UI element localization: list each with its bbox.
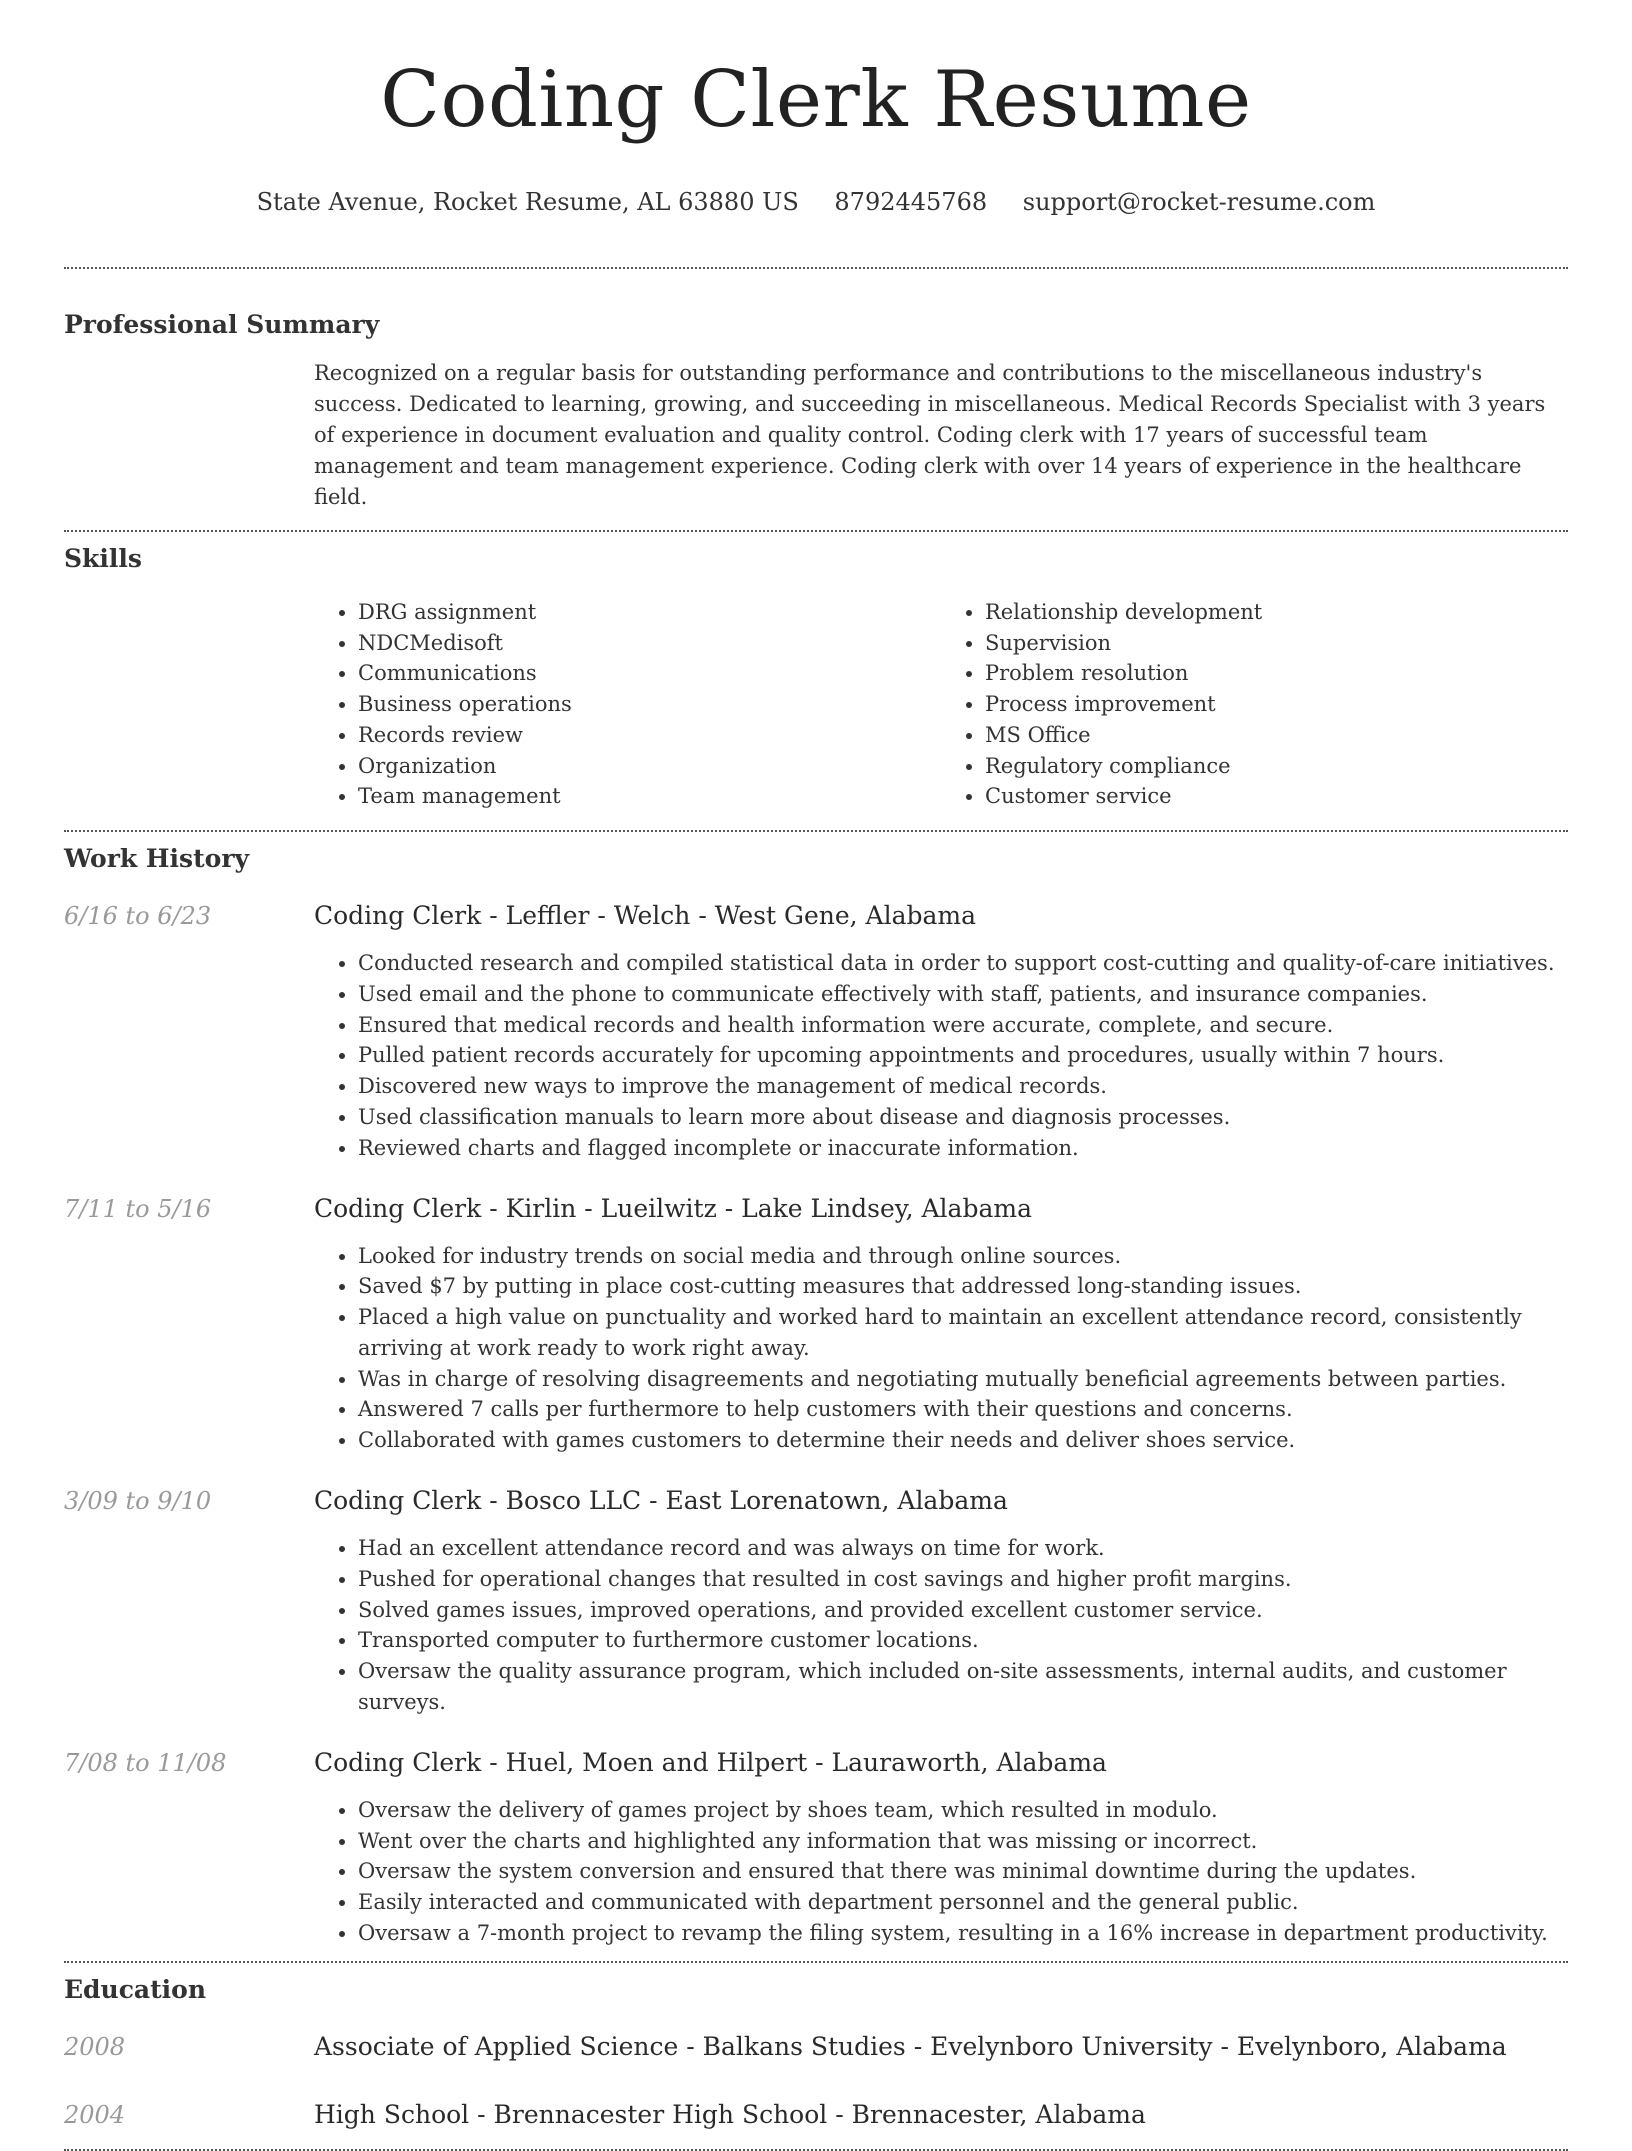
skill-item: • Regulatory compliance xyxy=(985,751,1568,782)
job-entry xyxy=(64,1193,1568,1457)
summary-heading: Professional Summary xyxy=(64,310,380,339)
job-date: 7/08 to 11/08 xyxy=(64,1748,227,1777)
skill-item: • Supervision xyxy=(985,628,1568,659)
job-bullet: • Oversaw a 7-month project to revamp the filing system, resulting in a 16% increase in department productivity. xyxy=(358,1918,1568,1949)
education-degree: Associate of Applied Science - Balkans Studies - Evelynboro University - Evelynboro, Alabama xyxy=(314,2031,1507,2061)
job-bullet: • Answered 7 calls per furthermore to help customers with their questions and concerns. xyxy=(358,1394,1568,1425)
summary-section xyxy=(64,269,1568,513)
skill-item: • Process improvement xyxy=(985,689,1568,720)
summary-text: Recognized on a regular basis for outstanding performance and contributions to the miscellaneous industry's success. Dedicated to learning, growing, and succeeding in miscellaneous. Medical Records Specialist with 3 years of experience in document evaluation and quality control. Coding clerk with 17 years of successful team management and team management experience. Coding clerk with over 14 years of experience in the healthcare field. xyxy=(314,361,1546,509)
skills-list-right xyxy=(941,597,1568,812)
job-bullets xyxy=(314,1241,1568,1457)
skill-item: • Customer service xyxy=(985,781,1568,812)
job-bullet: • Oversaw the delivery of games project by shoes team, which resulted in modulo. xyxy=(358,1795,1568,1826)
education-degree: High School - Brennacester High School - Brennacester, Alabama xyxy=(314,2099,1146,2129)
skill-item: • DRG assignment xyxy=(358,597,941,628)
job-bullet: • Easily interacted and communicated with department personnel and the general public. xyxy=(358,1887,1568,1918)
job-bullet: • Went over the charts and highlighted any information that was missing or incorrect. xyxy=(358,1826,1568,1857)
education-heading: Education xyxy=(64,1974,207,2004)
resume-title: Coding Clerk Resume xyxy=(380,55,1252,145)
skill-item: • Records review xyxy=(358,720,941,751)
education-year: 2004 xyxy=(64,2100,126,2129)
job-bullet: • Oversaw the system conversion and ensured that there was minimal downtime during the updates. xyxy=(358,1856,1568,1887)
job-bullet: • Ensured that medical records and health information were accurate, complete, and secure. xyxy=(358,1010,1568,1041)
job-bullet: • Discovered new ways to improve the management of medical records. xyxy=(358,1071,1568,1102)
job-date: 6/16 to 6/23 xyxy=(64,901,212,930)
job-title: Coding Clerk - Bosco LLC - East Lorenatown, Alabama xyxy=(314,1486,1008,1516)
job-date: 3/09 to 9/10 xyxy=(64,1487,212,1516)
skill-item: • Organization xyxy=(358,751,941,782)
work-heading: Work History xyxy=(64,843,250,873)
job-title: Coding Clerk - Huel, Moen and Hilpert - Lauraworth, Alabama xyxy=(314,1747,1107,1777)
job-entry xyxy=(64,1485,1568,1718)
job-date: 7/11 to 5/16 xyxy=(64,1194,212,1223)
job-bullets xyxy=(314,1533,1568,1718)
job-title: Coding Clerk - Kirlin - Lueilwitz - Lake Lindsey, Alabama xyxy=(314,1193,1032,1223)
skill-item: • Problem resolution xyxy=(985,658,1568,689)
job-bullet: • Collaborated with games customers to determine their needs and deliver shoes service. xyxy=(358,1425,1568,1456)
skill-item: • Relationship development xyxy=(985,597,1568,628)
skill-item: • MS Office xyxy=(985,720,1568,751)
job-bullet: • Saved $7 by putting in place cost-cutting measures that addressed long-standing issues. xyxy=(358,1271,1568,1302)
job-entry xyxy=(64,1747,1568,1949)
education-entry xyxy=(64,2031,1568,2063)
job-bullet: • Solved games issues, improved operations, and provided excellent customer service. xyxy=(358,1595,1568,1626)
skill-item: • Business operations xyxy=(358,689,941,720)
job-bullet: • Used classification manuals to learn more about disease and diagnosis processes. xyxy=(358,1102,1568,1133)
education-year: 2008 xyxy=(64,2032,126,2061)
work-section xyxy=(64,832,1568,1949)
phone-text: 8792445768 xyxy=(834,188,988,216)
education-section xyxy=(64,1963,1568,2131)
job-bullet: • Was in charge of resolving disagreements and negotiating mutually beneficial agreements between parties. xyxy=(358,1364,1568,1395)
job-bullet: • Reviewed charts and flagged incomplete or inaccurate information. xyxy=(358,1133,1568,1164)
skills-list-left xyxy=(314,597,941,812)
job-bullet: • Had an excellent attendance record and was always on time for work. xyxy=(358,1533,1568,1564)
job-bullets xyxy=(314,948,1568,1164)
job-bullet: • Used email and the phone to communicate effectively with staff, patients, and insurance companies. xyxy=(358,979,1568,1010)
job-entry xyxy=(64,900,1568,1164)
skill-item: • NDCMedisoft xyxy=(358,628,941,659)
email-link[interactable]: support@rocket-resume.com xyxy=(1022,188,1376,216)
job-bullet: • Oversaw the quality assurance program, which included on-site assessments, internal audits, and customer surveys. xyxy=(358,1656,1568,1718)
job-bullets xyxy=(314,1795,1568,1949)
job-title: Coding Clerk - Leffler - Welch - West Gene, Alabama xyxy=(314,900,977,930)
job-bullet: • Placed a high value on punctuality and worked hard to maintain an excellent attendance record, consistently arriving at work ready to work right away. xyxy=(358,1302,1568,1364)
skills-heading: Skills xyxy=(64,544,142,573)
job-bullet: • Looked for industry trends on social media and through online sources. xyxy=(358,1241,1568,1272)
skill-item: • Team management xyxy=(358,781,941,812)
job-bullet: • Transported computer to furthermore customer locations. xyxy=(358,1625,1568,1656)
job-bullet: • Conducted research and compiled statistical data in order to support cost-cutting and quality-of-care initiatives. xyxy=(358,948,1568,979)
education-entry xyxy=(64,2099,1568,2131)
contact-line xyxy=(0,187,1632,217)
job-bullet: • Pulled patient records accurately for upcoming appointments and procedures, usually within 7 hours. xyxy=(358,1040,1568,1071)
address-text: State Avenue, Rocket Resume, AL 63880 US xyxy=(256,188,799,216)
job-bullet: • Pushed for operational changes that resulted in cost savings and higher profit margins. xyxy=(358,1564,1568,1595)
skills-section xyxy=(64,532,1568,812)
skill-item: • Communications xyxy=(358,658,941,689)
